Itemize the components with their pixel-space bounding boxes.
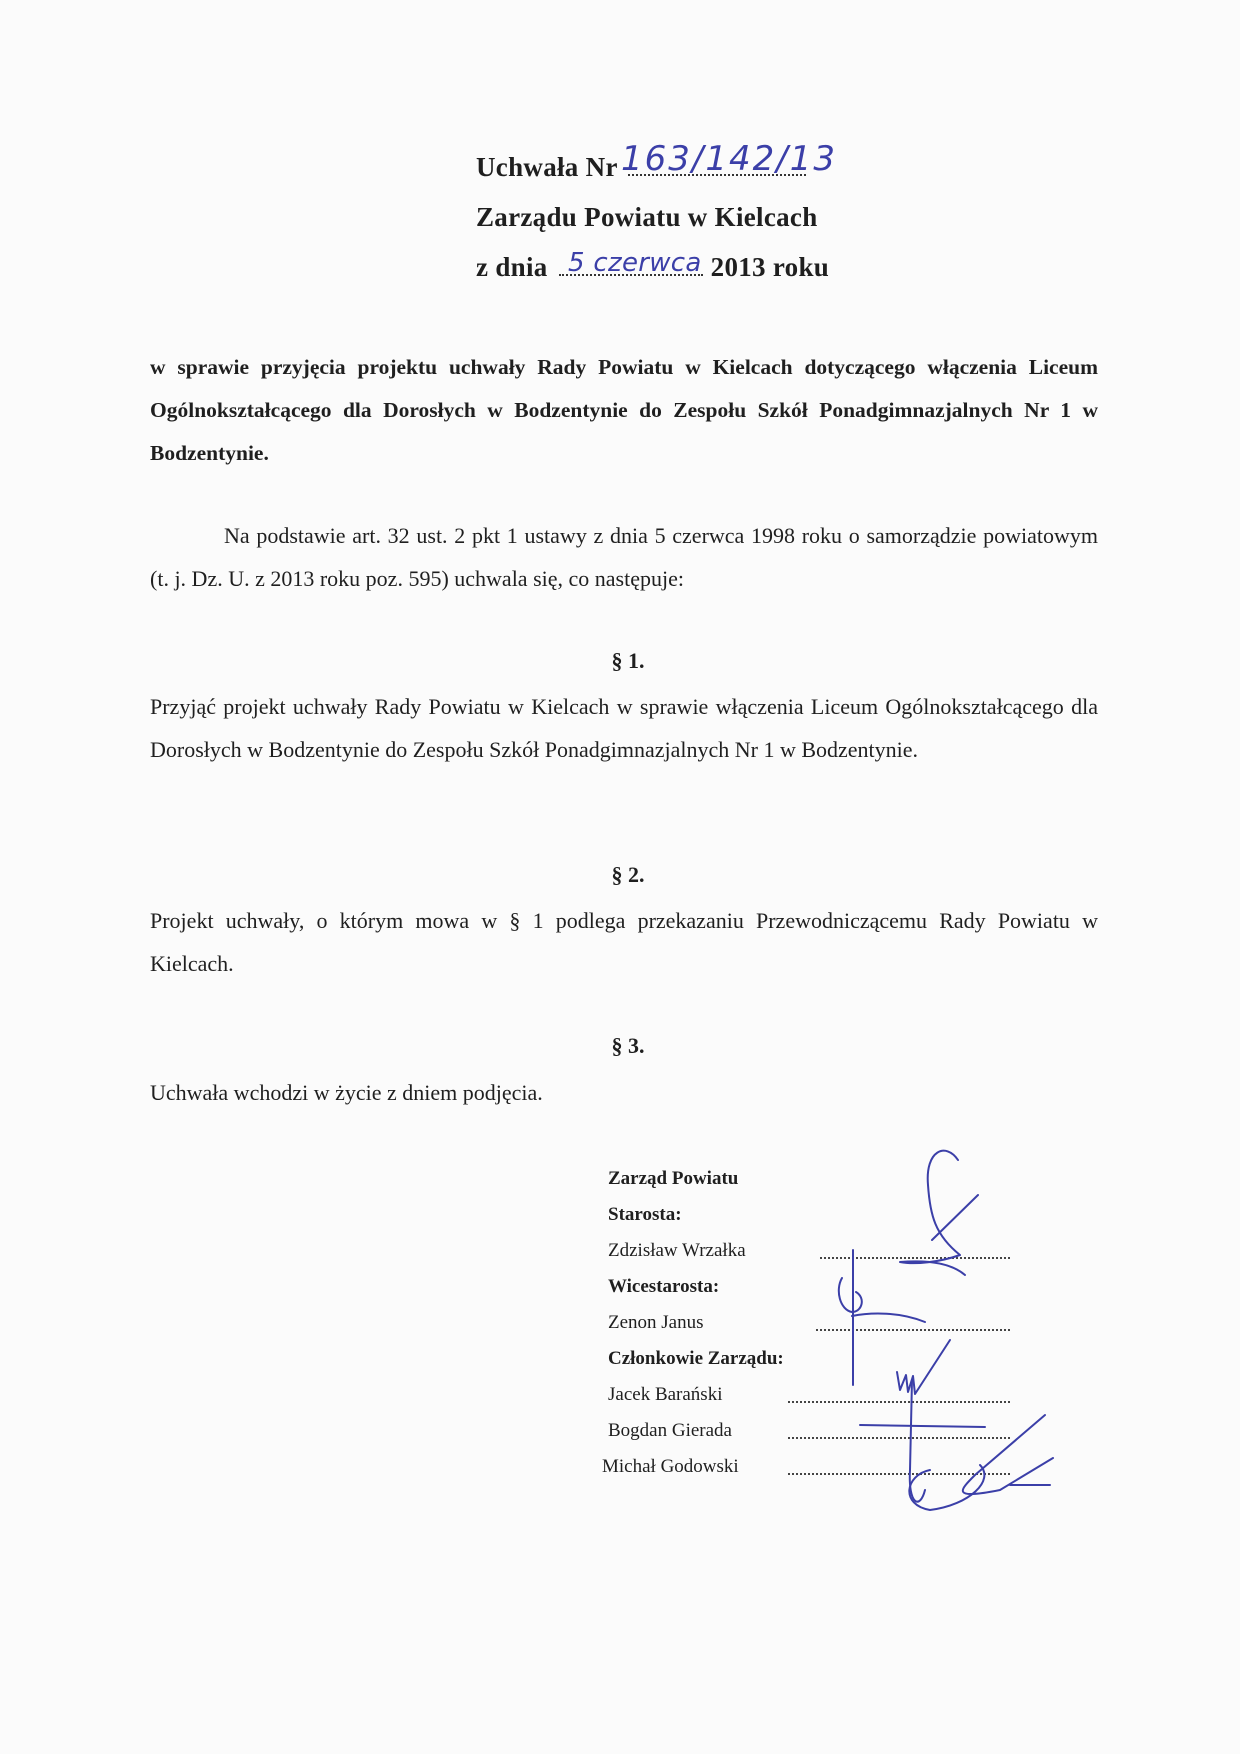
- resolution-number-label: Uchwała Nr: [476, 152, 618, 182]
- resolution-number-line: [476, 139, 837, 192]
- wicestarosta-name: Zenon Janus: [608, 1312, 704, 1333]
- legal-basis: Na podstawie art. 32 ust. 2 pkt 1 ustawy z dnia 5 czerwca 1998 roku o samorządzie powiatowym (t. j. Dz. U. z 2013 roku poz. 595) uchwala się, co następuje:: [150, 523, 1098, 591]
- member-name: Jacek Barański: [608, 1384, 723, 1405]
- handwritten-date: 5 czerwca: [568, 248, 702, 278]
- starosta-name: Zdzisław Wrzałka: [608, 1240, 746, 1261]
- member-row: [608, 1377, 784, 1413]
- signature-block: [602, 1161, 784, 1485]
- member-name: Bogdan Gierada: [608, 1420, 732, 1441]
- handwritten-resolution-number: 163/142/13: [621, 139, 837, 179]
- section-2-mark: § 2.: [611, 862, 645, 887]
- date-year: 2013 roku: [710, 252, 830, 282]
- wicestarosta-label: Wicestarosta:: [608, 1276, 720, 1297]
- section-3-mark: § 3.: [611, 1033, 645, 1058]
- resolution-subject: w sprawie przyjęcia projektu uchwały Rady Powiatu w Kielcach dotyczącego włączenia Liceum Ogólnokształcącego dla Dorosłych w Bodzentynie do Zespołu Szkół Ponadgimnazjalnych Nr 1 w Bodzentynie.: [150, 355, 1098, 465]
- member-signature-line: [788, 1377, 1010, 1403]
- board-heading: Zarząd Powiatu: [608, 1168, 739, 1189]
- section-1-mark: § 1.: [611, 648, 645, 673]
- starosta-label: Starosta:: [608, 1204, 682, 1225]
- section-2-text: Projekt uchwały, o którym mowa w § 1 podlega przekazaniu Przewodniczącemu Rady Powiatu w Kielcach.: [150, 908, 1098, 976]
- member-signature-line: [788, 1413, 1010, 1439]
- resolution-date-line: [476, 242, 829, 292]
- board-name: Zarządu Powiatu w Kielcach: [476, 202, 818, 232]
- member-signature-line: [788, 1449, 1010, 1475]
- member-row: [608, 1413, 784, 1449]
- members-label: Członkowie Zarządu:: [608, 1348, 784, 1369]
- resolution-header: [476, 139, 837, 292]
- wicestarosta-row: [608, 1305, 784, 1341]
- member-name: Michał Godowski: [602, 1456, 739, 1477]
- starosta-signature-line: [820, 1233, 1010, 1259]
- section-3-text: Uchwała wchodzi w życie z dniem podjęcia.: [150, 1080, 543, 1105]
- section-1-text: Przyjąć projekt uchwały Rady Powiatu w Kielcach w sprawie włączenia Liceum Ogólnokształcącego dla Dorosłych w Bodzentynie do Zespołu Szkół Ponadgimnazjalnych Nr 1 w Bodzentynie.: [150, 694, 1098, 762]
- starosta-row: [608, 1233, 784, 1269]
- wicestarosta-signature-line: [816, 1305, 1010, 1331]
- member-row: [602, 1449, 784, 1485]
- date-prefix: z dnia: [476, 252, 548, 282]
